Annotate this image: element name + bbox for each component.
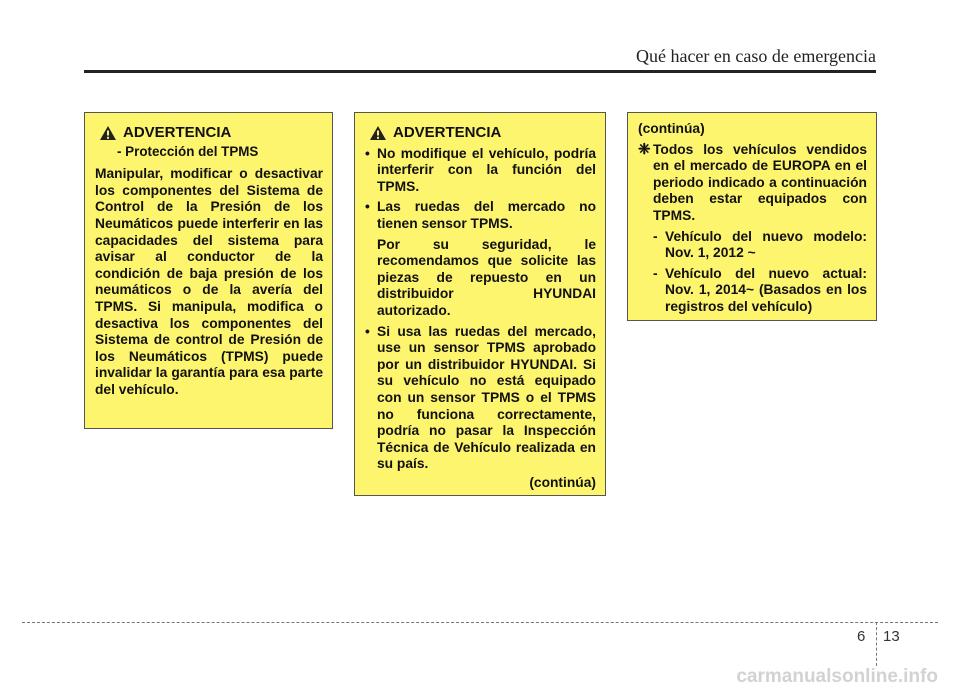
list-item (365, 324, 596, 473)
list-item (638, 142, 867, 225)
bullet-mark: • (365, 199, 370, 215)
warning-body: Manipular, modificar o desactivar los componentes del Sistema de Control de la Presión de los Neumáticos puede interferir en las capacidades del sistema para avisar al conductor de la condición de baja presión de los neumáticos o de la avería del TPMS. Si manipula, modifica o desactiva los componentes del Sistema de control de Presión de los Neumáticos (TPMS) puede invalidar la garantía para esa parte del vehículo. (95, 166, 323, 397)
continued-label: (continúa) (638, 121, 705, 136)
list-item (365, 146, 596, 196)
continued-panel-europe (627, 112, 877, 321)
bullet-mark: • (365, 323, 370, 339)
continues-label: (continúa) (529, 474, 596, 490)
list-item-text: Todos los vehículos vendidos en el mercado de EUROPA en el periodo indicado a continuación deben estar equipados con TPMS. (653, 141, 867, 223)
footer-divider (876, 622, 877, 666)
warning-subtitle: - Protección del TPMS (117, 143, 259, 159)
header-title: Qué hacer en caso de emergencia (635, 46, 876, 66)
asterisk-icon: ❈ (638, 140, 651, 158)
sub-list-item (638, 266, 867, 316)
bullet-mark: • (365, 145, 370, 161)
warning-heading-text: ADVERTENCIA (123, 124, 232, 141)
warning-heading (99, 125, 323, 142)
sub-list-item-text: Vehículo del nuevo actual: Nov. 1, 2014~ (Basados en los registros del vehículo) (665, 265, 867, 314)
list-item-paragraph: Por su seguridad, le recomendamos que solicite las piezas de repuesto en un distribuidor HYUNDAI autorizado. (377, 236, 596, 318)
sub-list-item-text: Vehículo del nuevo modelo: Nov. 1, 2012 ~ (665, 228, 867, 261)
list-item (365, 199, 596, 232)
dash-mark: - (653, 265, 658, 281)
warning-panel-modifications (354, 112, 606, 496)
header-rule (84, 70, 876, 73)
dash-mark: - (653, 228, 658, 244)
chapter-number: 6 (857, 628, 866, 645)
footer-rule (22, 622, 938, 623)
warning-triangle-icon (99, 125, 117, 141)
sub-list-item (638, 229, 867, 262)
list-item-text: Si usa las ruedas del mercado, use un sensor TPMS aprobado por un distribuidor HYUNDAI. Si su vehículo no está equipado con un sensor TPMS o el TPMS no funciona correctamente, podría no pasar la Inspección Técnica de Vehículo realizada en su país. (377, 323, 596, 472)
watermark: carmanualsonline.info (736, 666, 938, 687)
page-number: 13 (883, 628, 900, 645)
warning-triangle-icon (369, 125, 387, 141)
list-item-text: Las ruedas del mercado no tienen sensor TPMS. (377, 199, 596, 231)
warning-panel-tpms-protection (84, 112, 333, 429)
warning-heading-text: ADVERTENCIA (393, 124, 502, 141)
warning-heading (369, 125, 596, 142)
list-item-text: No modifique el vehículo, podría interferir con la función del TPMS. (377, 145, 596, 194)
